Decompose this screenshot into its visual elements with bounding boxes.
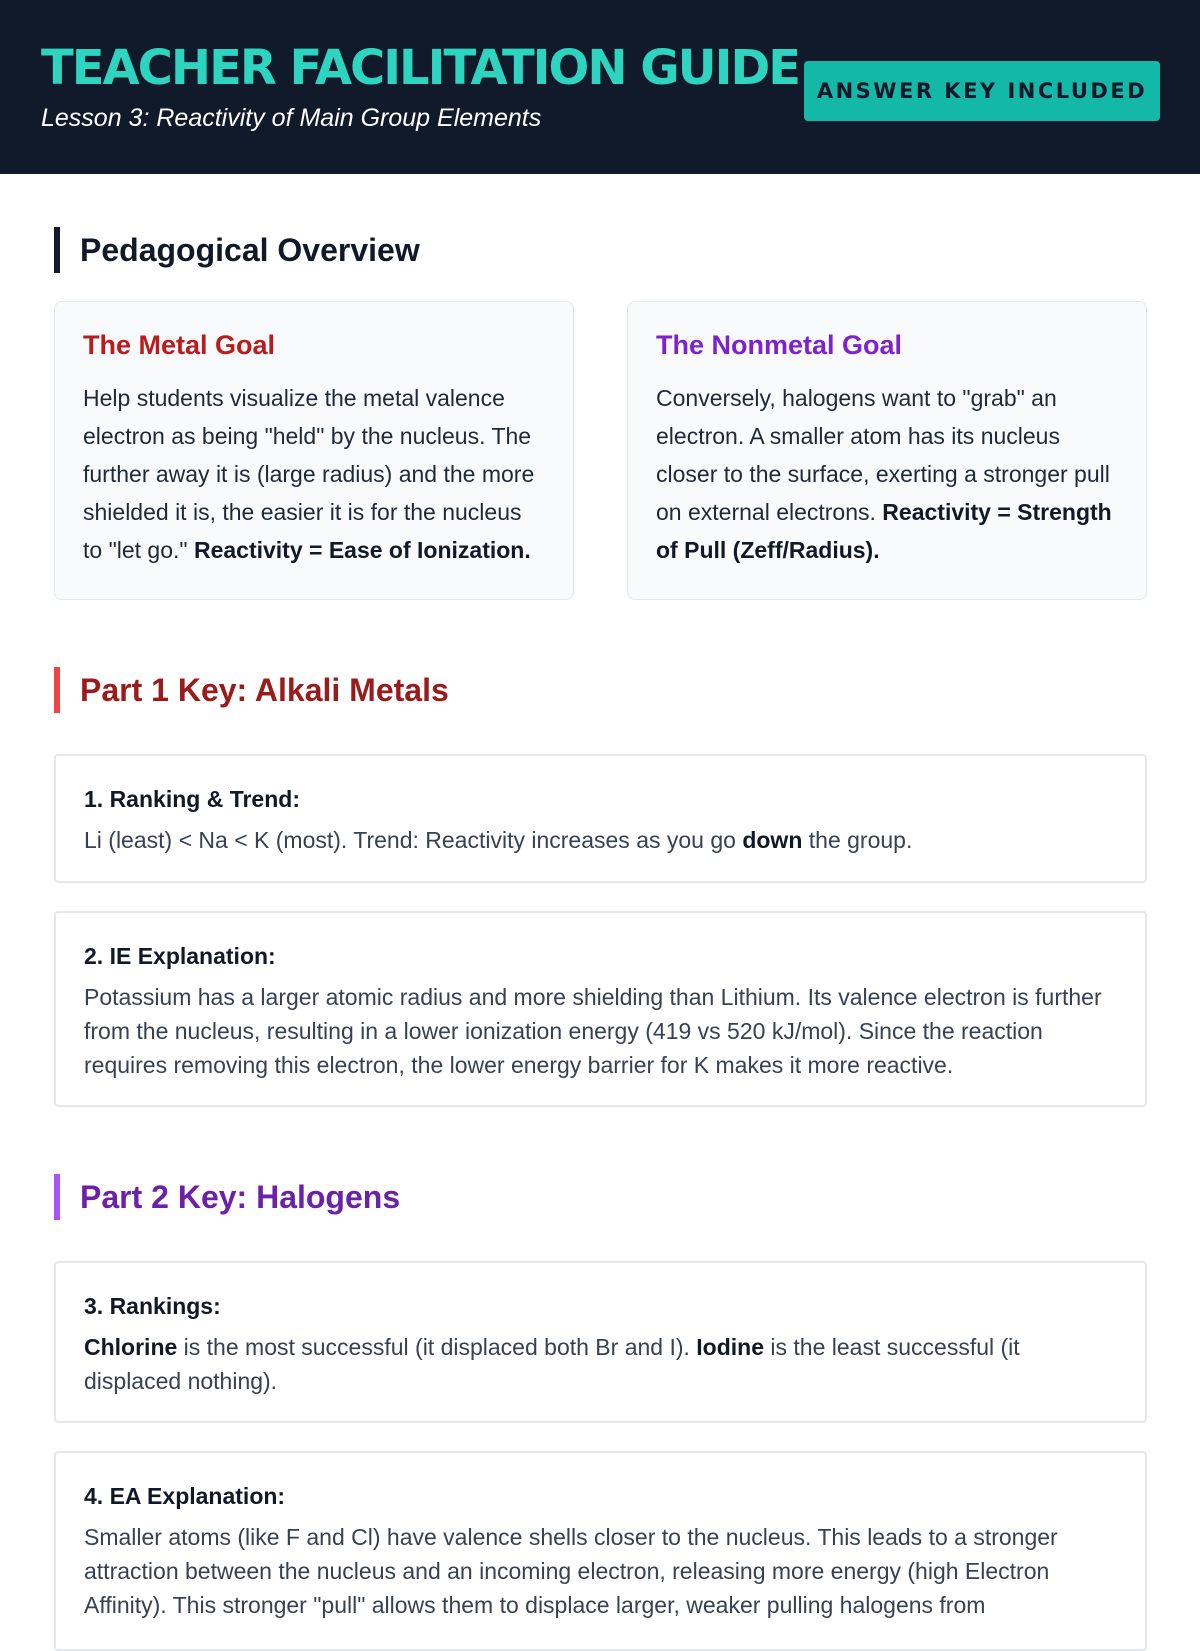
nonmetal-goal-card <box>627 301 1147 600</box>
q3-title: 3. Rankings: <box>84 1293 221 1319</box>
metal-goal-title: The Metal Goal <box>83 330 276 360</box>
q3-answer-text: is the most successful (it displaced both Br and I). <box>177 1334 697 1360</box>
metal-goal-card <box>54 301 574 600</box>
metal-goal-body <box>83 379 545 569</box>
nonmetal-goal-body <box>656 379 1118 569</box>
lesson-subtitle: Lesson 3: Reactivity of Main Group Elements <box>41 104 542 132</box>
q3-answer-chlorine: Chlorine <box>84 1334 178 1360</box>
nonmetal-goal-text: Conversely, halogens want to "grab" an electron. A smaller atom has its nucleus closer to the surface, exerting a stronger pull on external electrons. <box>656 385 1110 525</box>
q1-answer-text: Li (least) < Na < K (most). Trend: Reactivity increases as you go <box>84 827 743 853</box>
part2-heading: Part 2 Key: Halogens <box>54 1174 400 1220</box>
page-title: TEACHER FACILITATION GUIDE <box>41 40 800 96</box>
q1-answer-tail: the group. <box>802 827 913 853</box>
q2-answer: Potassium has a larger atomic radius and more shielding than Lithium. Its valence electron is further from the nucleus, resulting in a lower ionization energy (419 vs 520 kJ/mol). Since the reaction requires removing this electron, the lower energy barrier for K makes it more reactive. <box>84 984 1102 1078</box>
part2-q4-card <box>54 1451 1147 1651</box>
answer-key-badge: ANSWER KEY INCLUDED <box>804 61 1160 121</box>
part1-q1-card <box>54 754 1147 883</box>
q2-title: 2. IE Explanation: <box>84 943 276 969</box>
nonmetal-goal-emphasis: Reactivity = Strength of Pull (Zeff/Radius). <box>656 499 1112 563</box>
q1-answer-emphasis: down <box>742 827 803 853</box>
part2-q3-card <box>54 1261 1147 1423</box>
q4-answer: Smaller atoms (like F and Cl) have valence shells closer to the nucleus. This leads to a stronger attraction between the nucleus and an incoming electron, releasing more energy (high Electron Affinity). This stronger "pull" allows them to displace larger, weaker pulling halogens from <box>84 1524 1058 1618</box>
part1-heading: Part 1 Key: Alkali Metals <box>54 667 449 713</box>
nonmetal-goal-title: The Nonmetal Goal <box>656 330 903 360</box>
overview-heading: Pedagogical Overview <box>54 227 420 273</box>
q4-title: 4. EA Explanation: <box>84 1483 286 1509</box>
q1-answer <box>84 823 1117 857</box>
metal-goal-text: Help students visualize the metal valence electron as being "held" by the nucleus. The further away it is (large radius) and the more shielded it is, the easier it is for the nucleus to "let go." <box>83 385 535 563</box>
q1-title: 1. Ranking & Trend: <box>84 786 300 812</box>
q3-answer-iodine: Iodine <box>696 1334 765 1360</box>
q3-answer <box>84 1330 1117 1398</box>
q3-answer-tail: is the least successful (it displaced nothing). <box>84 1334 1020 1394</box>
header-banner <box>0 0 1200 174</box>
part1-q2-card <box>54 911 1147 1107</box>
metal-goal-emphasis: Reactivity = Ease of Ionization. <box>193 537 531 563</box>
